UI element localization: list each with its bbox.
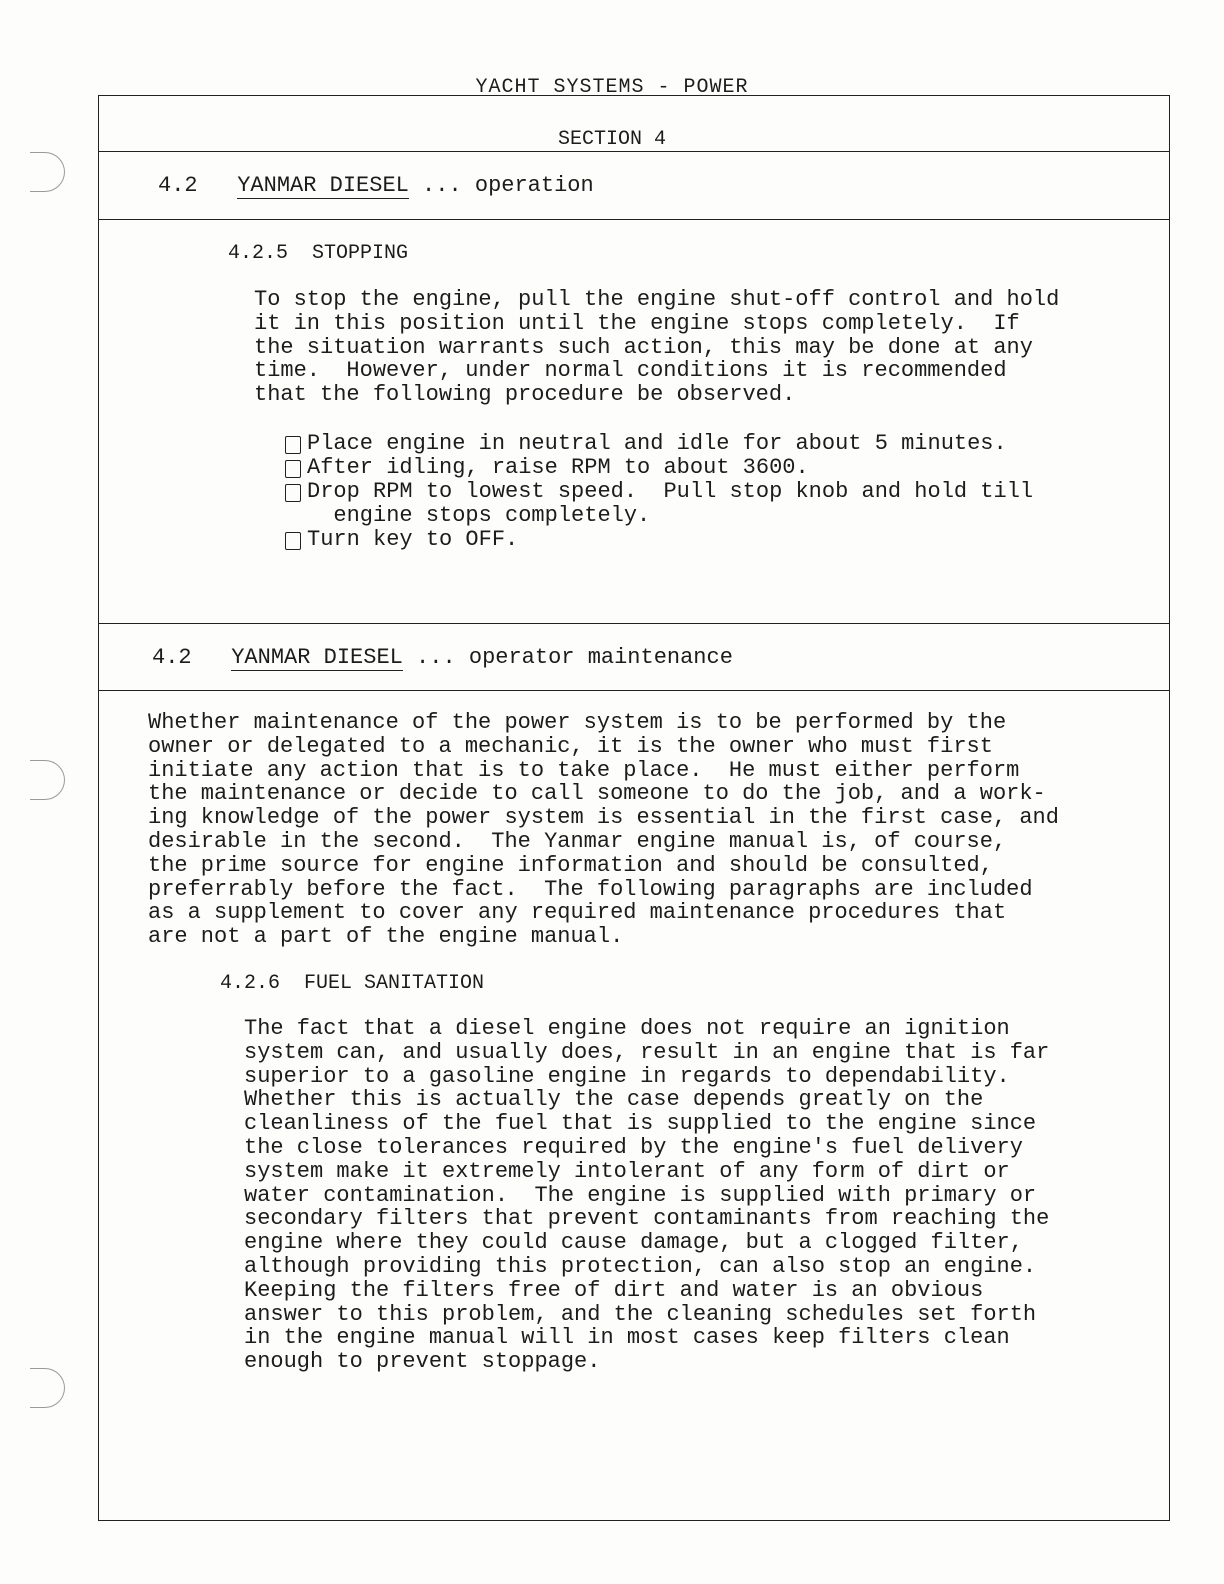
checklist-item bbox=[285, 456, 1033, 480]
checkbox-icon bbox=[285, 484, 301, 502]
block2-heading bbox=[152, 645, 733, 670]
block1-heading-suffix: ... operation bbox=[408, 173, 594, 198]
binder-hole-bottom bbox=[30, 1368, 65, 1408]
block2-heading-number: 4.2 bbox=[152, 645, 192, 670]
checklist-item-text: Turn key to OFF. bbox=[307, 527, 519, 552]
heading-divider-1 bbox=[98, 219, 1170, 220]
checkbox-icon bbox=[285, 460, 301, 478]
checkbox-icon bbox=[285, 436, 301, 454]
binder-hole-top bbox=[30, 152, 65, 192]
subsection-fuel-heading bbox=[220, 972, 484, 995]
block1-heading bbox=[158, 173, 594, 198]
fuel-sanitation-paragraph: The fact that a diesel engine does not require an ignition system can, and usually does, result in an engine that is far superior to a gasoline engine in regards to dependability. Whether this is actually the case depends greatly on the cleanliness of the fuel that is supplied to the engine since the close tolerances required by the engine's fuel delivery system make it extremely intolerant of any form of dirt or water contamination. The engine is supplied with primary or secondary filters that prevent contaminants from reaching the engine where they could cause damage, but a clogged filter, although providing this protection, can also stop an engine. Keeping the filters free of dirt and water is an obvious answer to this problem, and the cleaning schedules set forth in the engine manual will in most cases keep filters clean enough to prevent stoppage. bbox=[244, 1016, 1050, 1375]
checklist-item-text: Drop RPM to lowest speed. Pull stop knob and hold till engine stops completely. bbox=[307, 479, 1034, 528]
checkbox-icon bbox=[285, 532, 301, 550]
subsection-stopping-number: 4.2.5 bbox=[228, 242, 289, 265]
subsection-stopping-title: STOPPING bbox=[312, 242, 409, 265]
checklist-item-text: After idling, raise RPM to about 3600. bbox=[307, 455, 809, 480]
block-divider bbox=[98, 623, 1170, 624]
checklist-item bbox=[285, 432, 1033, 456]
checklist-item bbox=[285, 528, 1033, 552]
block2-heading-title: YANMAR DIESEL bbox=[231, 645, 403, 670]
stopping-paragraph: To stop the engine, pull the engine shut-off control and hold it in this position until the engine stops completely. If the situation warrants such action, this may be done at any time. However, under normal conditions it is recommended that the following procedure be observed. bbox=[254, 287, 1060, 408]
page-title: YACHT SYSTEMS - POWER bbox=[475, 76, 749, 99]
heading-divider-2 bbox=[98, 690, 1170, 691]
stopping-checklist bbox=[285, 432, 1033, 552]
block1-heading-number: 4.2 bbox=[158, 173, 198, 198]
checklist-item bbox=[285, 480, 1033, 528]
block1-heading-title: YANMAR DIESEL bbox=[237, 173, 409, 198]
subsection-stopping-heading bbox=[228, 242, 408, 265]
section-divider bbox=[98, 151, 1170, 152]
section-label: SECTION 4 bbox=[557, 128, 667, 151]
block2-heading-suffix: ... operator maintenance bbox=[402, 645, 733, 670]
binder-hole-middle bbox=[30, 760, 65, 800]
subsection-fuel-title: FUEL SANITATION bbox=[304, 972, 485, 995]
maintenance-intro-paragraph: Whether maintenance of the power system is to be performed by the owner or delegated to a mechanic, it is the owner who must first initiate any action that is to take place. He must either perform the maintenance or decide to call someone to do the job, and a work- ing knowledge of the power system is essential in the first case, and desirable in the second. The Yanmar engine manual is, of course, the prime source for engine information and should be consulted, preferrably before the fact. The following paragraphs are included as a supplement to cover any required maintenance procedures that are not a part of the engine manual. bbox=[148, 710, 1059, 950]
subsection-fuel-number: 4.2.6 bbox=[220, 972, 281, 995]
checklist-item-text: Place engine in neutral and idle for about 5 minutes. bbox=[307, 431, 1007, 456]
